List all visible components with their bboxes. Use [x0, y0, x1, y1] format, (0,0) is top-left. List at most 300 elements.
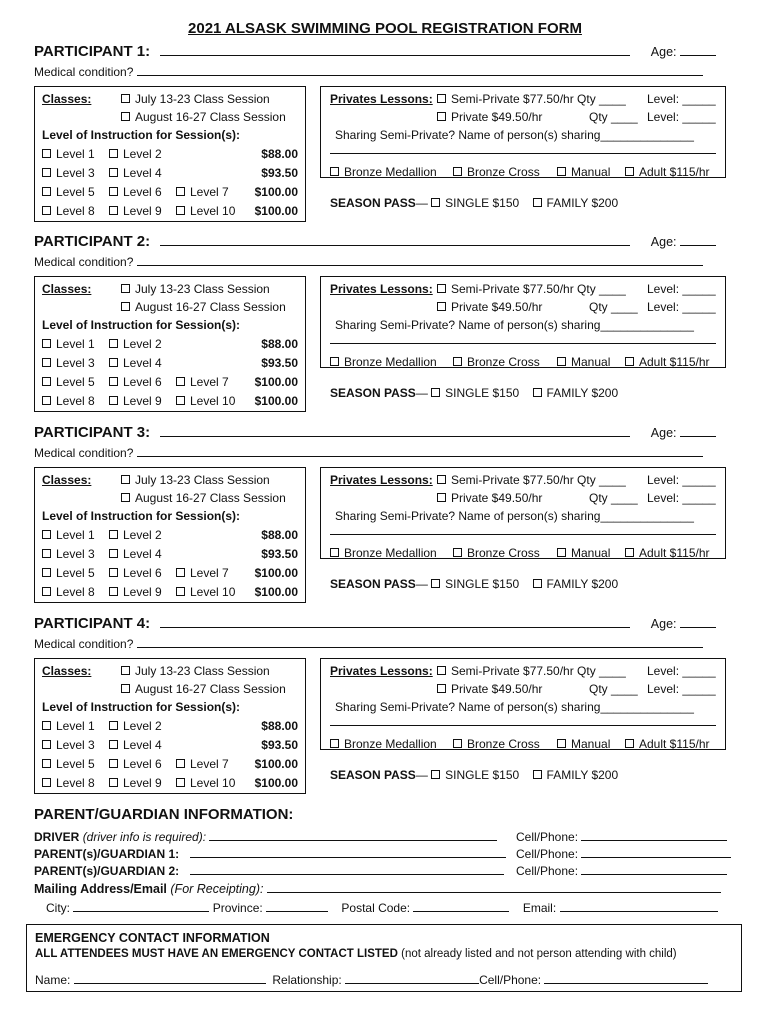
sharing-label: Sharing Semi-Private? Name of person(s) sharing______________: [335, 318, 694, 332]
medical-label: Medical condition?: [34, 255, 134, 269]
age-field[interactable]: [680, 616, 716, 628]
price-3-4: $93.50: [261, 738, 298, 752]
manual-checkbox[interactable]: [557, 548, 566, 557]
level3-label: Level 3: [56, 547, 95, 561]
private-checkbox[interactable]: [437, 112, 446, 121]
classes-box: [34, 276, 306, 412]
semi-private-checkbox[interactable]: [437, 284, 446, 293]
age-field[interactable]: [680, 425, 716, 437]
postal-field[interactable]: [413, 901, 509, 912]
single-pass-checkbox[interactable]: [431, 198, 440, 207]
level9-label: Level 9: [123, 585, 162, 599]
level6-label: Level 6: [123, 566, 162, 580]
family-pass-checkbox[interactable]: [533, 198, 542, 207]
participant-section-4: [34, 614, 730, 804]
age-label: Age:: [650, 426, 677, 440]
manual-label: Manual: [571, 355, 611, 369]
level5-label: Level 5: [56, 757, 95, 771]
bronze-cross-label: Bronze Cross: [467, 546, 540, 560]
level4-checkbox[interactable]: [109, 168, 118, 177]
season-pass-dash: —: [415, 196, 428, 210]
level4-label: Level 4: [123, 738, 162, 752]
manual-checkbox[interactable]: [557, 167, 566, 176]
bronze-cross-label: Bronze Cross: [467, 737, 540, 751]
session2-label: August 16-27 Class Session: [135, 110, 286, 124]
session1-label: July 13-23 Class Session: [135, 473, 270, 487]
semi-private-level: Level: _____: [647, 473, 716, 487]
participant-name-field[interactable]: [160, 423, 630, 437]
private-label: Private $49.50/hr: [451, 491, 543, 505]
level8-label: Level 8: [56, 776, 95, 790]
emergency-cell-field[interactable]: [544, 973, 708, 984]
level4-label: Level 4: [123, 356, 162, 370]
semi-private-label: Semi-Private $77.50/hr Qty ____: [451, 473, 626, 487]
family-pass-label: FAMILY $200: [546, 386, 619, 400]
private-level: Level: _____: [647, 491, 716, 505]
level3-checkbox[interactable]: [42, 168, 51, 177]
bronze-medallion-checkbox[interactable]: [330, 739, 339, 748]
manual-label: Manual: [571, 165, 611, 179]
city-label: City:: [46, 901, 70, 915]
province-label: Province:: [212, 901, 263, 915]
driver-cell-field[interactable]: [581, 830, 727, 841]
level10-label: Level 10: [190, 394, 236, 408]
level8-checkbox[interactable]: [42, 778, 51, 787]
manual-checkbox[interactable]: [557, 357, 566, 366]
level6-checkbox[interactable]: [109, 187, 118, 196]
emergency-relationship-label: Relationship:: [272, 973, 342, 987]
level6-label: Level 6: [123, 757, 162, 771]
age-field[interactable]: [680, 44, 716, 56]
email-label: Email:: [522, 901, 557, 915]
adult-checkbox[interactable]: [625, 167, 634, 176]
level3-checkbox[interactable]: [42, 740, 51, 749]
price-3-4: $93.50: [261, 547, 298, 561]
driver-label: DRIVER: [34, 830, 80, 844]
level4-checkbox[interactable]: [109, 358, 118, 367]
participant-section-1: [34, 42, 730, 232]
participant-label: PARTICIPANT 3:: [34, 424, 151, 441]
adult-checkbox[interactable]: [625, 357, 634, 366]
level5-checkbox[interactable]: [42, 377, 51, 386]
level8-label: Level 8: [56, 394, 95, 408]
parent1-label: PARENT(s)/GUARDIAN 1:: [34, 847, 180, 861]
classes-label: Classes:: [42, 664, 92, 678]
mailing-field[interactable]: [267, 882, 721, 893]
level4-label: Level 4: [123, 166, 162, 180]
private-lessons-box: [320, 467, 726, 559]
level2-label: Level 2: [123, 147, 162, 161]
price-8-10: $100.00: [254, 394, 298, 408]
level8-checkbox[interactable]: [42, 587, 51, 596]
single-pass-label: SINGLE $150: [445, 196, 520, 210]
sharing-label: Sharing Semi-Private? Name of person(s) sharing______________: [335, 509, 694, 523]
family-pass-label: FAMILY $200: [546, 577, 619, 591]
participant-name-field[interactable]: [160, 42, 630, 56]
level6-label: Level 6: [123, 375, 162, 389]
privates-label: Privates Lessons:: [330, 473, 433, 487]
price-8-10: $100.00: [254, 585, 298, 599]
bronze-cross-checkbox[interactable]: [453, 167, 462, 176]
level1-checkbox[interactable]: [42, 530, 51, 539]
level8-checkbox[interactable]: [42, 206, 51, 215]
manual-label: Manual: [571, 546, 611, 560]
session1-label: July 13-23 Class Session: [135, 664, 270, 678]
level9-label: Level 9: [123, 204, 162, 218]
semi-private-checkbox[interactable]: [437, 666, 446, 675]
single-pass-checkbox[interactable]: [431, 770, 440, 779]
level1-label: Level 1: [56, 719, 95, 733]
level2-checkbox[interactable]: [109, 530, 118, 539]
price-1-2: $88.00: [261, 719, 298, 733]
private-level: Level: _____: [647, 682, 716, 696]
season-pass-row: [330, 196, 618, 210]
age-field[interactable]: [680, 234, 716, 246]
privates-label: Privates Lessons:: [330, 664, 433, 678]
emergency-contact-box: [26, 924, 742, 992]
session2-label: August 16-27 Class Session: [135, 491, 286, 505]
private-lessons-box: [320, 86, 726, 178]
level9-checkbox[interactable]: [109, 396, 118, 405]
private-label: Private $49.50/hr: [451, 110, 543, 124]
semi-private-level: Level: _____: [647, 92, 716, 106]
driver-field[interactable]: [209, 830, 497, 841]
price-1-2: $88.00: [261, 147, 298, 161]
classes-box: [34, 467, 306, 603]
level5-checkbox[interactable]: [42, 759, 51, 768]
parent2-cell-label: Cell/Phone:: [516, 864, 579, 878]
season-pass-dash: —: [415, 386, 428, 400]
sharing-names-field[interactable]: [330, 343, 716, 344]
family-pass-label: FAMILY $200: [546, 196, 619, 210]
bronze-medallion-label: Bronze Medallion: [344, 737, 437, 751]
age-label: Age:: [650, 235, 677, 249]
emergency-name-label: Name:: [35, 973, 71, 987]
sharing-label: Sharing Semi-Private? Name of person(s) sharing______________: [335, 128, 694, 142]
family-pass-checkbox[interactable]: [533, 770, 542, 779]
parent2-label: PARENT(s)/GUARDIAN 2:: [34, 864, 180, 878]
season-pass-dash: —: [415, 768, 428, 782]
semi-private-checkbox[interactable]: [437, 475, 446, 484]
session1-label: July 13-23 Class Session: [135, 92, 270, 106]
private-qty: Qty ____: [589, 491, 638, 505]
level10-label: Level 10: [190, 585, 236, 599]
medical-label: Medical condition?: [34, 637, 134, 651]
bronze-medallion-checkbox[interactable]: [330, 548, 339, 557]
medical-label: Medical condition?: [34, 65, 134, 79]
bronze-medallion-checkbox[interactable]: [330, 357, 339, 366]
manual-checkbox[interactable]: [557, 739, 566, 748]
level5-label: Level 5: [56, 375, 95, 389]
medical-label: Medical condition?: [34, 446, 134, 460]
province-field[interactable]: [266, 901, 328, 912]
medical-condition-row: [34, 254, 703, 269]
guardian-section: [34, 806, 734, 915]
emergency-rule: ALL ATTENDEES MUST HAVE AN EMERGENCY CONTACT LISTED: [35, 948, 398, 960]
single-pass-label: SINGLE $150: [445, 768, 520, 782]
level1-label: Level 1: [56, 337, 95, 351]
bronze-medallion-checkbox[interactable]: [330, 167, 339, 176]
level4-label: Level 4: [123, 547, 162, 561]
private-lessons-box: [320, 658, 726, 750]
level3-checkbox[interactable]: [42, 549, 51, 558]
single-pass-checkbox[interactable]: [431, 579, 440, 588]
level7-checkbox[interactable]: [176, 377, 185, 386]
level1-label: Level 1: [56, 147, 95, 161]
level6-checkbox[interactable]: [109, 759, 118, 768]
private-qty: Qty ____: [589, 300, 638, 314]
session1-label: July 13-23 Class Session: [135, 282, 270, 296]
level1-checkbox[interactable]: [42, 149, 51, 158]
semi-private-level: Level: _____: [647, 282, 716, 296]
private-label: Private $49.50/hr: [451, 682, 543, 696]
age-group: [651, 425, 716, 440]
sharing-names-field[interactable]: [330, 725, 716, 726]
season-pass-row: [330, 768, 618, 782]
level9-checkbox[interactable]: [109, 778, 118, 787]
price-1-2: $88.00: [261, 528, 298, 542]
age-group: [651, 234, 716, 249]
level7-checkbox[interactable]: [176, 568, 185, 577]
adult-checkbox[interactable]: [625, 548, 634, 557]
level2-checkbox[interactable]: [109, 339, 118, 348]
semi-private-label: Semi-Private $77.50/hr Qty ____: [451, 282, 626, 296]
level10-checkbox[interactable]: [176, 396, 185, 405]
session1-checkbox[interactable]: [121, 94, 130, 103]
single-pass-label: SINGLE $150: [445, 577, 520, 591]
level6-checkbox[interactable]: [109, 377, 118, 386]
level9-checkbox[interactable]: [109, 206, 118, 215]
level7-label: Level 7: [190, 566, 229, 580]
medical-field[interactable]: [137, 445, 703, 457]
adult-label: Adult $115/hr: [639, 355, 710, 369]
semi-private-label: Semi-Private $77.50/hr Qty ____: [451, 92, 626, 106]
level1-checkbox[interactable]: [42, 721, 51, 730]
level7-checkbox[interactable]: [176, 187, 185, 196]
level10-checkbox[interactable]: [176, 206, 185, 215]
season-pass-row: [330, 386, 618, 400]
classes-box: [34, 86, 306, 222]
medical-condition-row: [34, 445, 703, 460]
private-checkbox[interactable]: [437, 493, 446, 502]
season-pass-label: SEASON PASS: [330, 196, 416, 210]
adult-label: Adult $115/hr: [639, 737, 710, 751]
emergency-name-field[interactable]: [74, 973, 266, 984]
private-qty: Qty ____: [589, 110, 638, 124]
level1-checkbox[interactable]: [42, 339, 51, 348]
session1-checkbox[interactable]: [121, 475, 130, 484]
level5-checkbox[interactable]: [42, 187, 51, 196]
price-1-2: $88.00: [261, 337, 298, 351]
form-title: 2021 ALSASK SWIMMING POOL REGISTRATION FORM: [188, 20, 582, 37]
level7-label: Level 7: [190, 185, 229, 199]
session2-checkbox[interactable]: [121, 302, 130, 311]
season-pass-row: [330, 577, 618, 591]
session1-checkbox[interactable]: [121, 284, 130, 293]
level3-checkbox[interactable]: [42, 358, 51, 367]
semi-private-label: Semi-Private $77.50/hr Qty ____: [451, 664, 626, 678]
bronze-cross-checkbox[interactable]: [453, 548, 462, 557]
level4-checkbox[interactable]: [109, 549, 118, 558]
semi-private-level: Level: _____: [647, 664, 716, 678]
level2-label: Level 2: [123, 528, 162, 542]
level5-label: Level 5: [56, 185, 95, 199]
emergency-cell-label: Cell/Phone:: [479, 973, 542, 987]
level7-checkbox[interactable]: [176, 759, 185, 768]
family-pass-label: FAMILY $200: [546, 768, 619, 782]
level10-checkbox[interactable]: [176, 587, 185, 596]
level8-checkbox[interactable]: [42, 396, 51, 405]
level2-label: Level 2: [123, 337, 162, 351]
private-checkbox[interactable]: [437, 684, 446, 693]
price-5-7: $100.00: [254, 757, 298, 771]
single-pass-checkbox[interactable]: [431, 388, 440, 397]
level9-label: Level 9: [123, 776, 162, 790]
session2-checkbox[interactable]: [121, 493, 130, 502]
adult-label: Adult $115/hr: [639, 546, 710, 560]
participant-label: PARTICIPANT 2:: [34, 233, 151, 250]
private-label: Private $49.50/hr: [451, 300, 543, 314]
level-heading: Level of Instruction for Session(s):: [42, 128, 241, 142]
price-8-10: $100.00: [254, 204, 298, 218]
price-5-7: $100.00: [254, 185, 298, 199]
level3-label: Level 3: [56, 356, 95, 370]
medical-field[interactable]: [137, 636, 703, 648]
level2-label: Level 2: [123, 719, 162, 733]
price-3-4: $93.50: [261, 356, 298, 370]
medical-condition-row: [34, 636, 703, 651]
parent2-cell-field[interactable]: [581, 864, 727, 875]
classes-box: [34, 658, 306, 794]
price-5-7: $100.00: [254, 375, 298, 389]
emergency-title: EMERGENCY CONTACT INFORMATION: [35, 931, 270, 945]
level6-checkbox[interactable]: [109, 568, 118, 577]
bronze-cross-checkbox[interactable]: [453, 357, 462, 366]
privates-label: Privates Lessons:: [330, 92, 433, 106]
level5-checkbox[interactable]: [42, 568, 51, 577]
participant-label: PARTICIPANT 1:: [34, 43, 151, 60]
age-group: [651, 616, 716, 631]
adult-label: Adult $115/hr: [639, 165, 710, 179]
privates-label: Privates Lessons:: [330, 282, 433, 296]
bronze-cross-label: Bronze Cross: [467, 165, 540, 179]
level5-label: Level 5: [56, 566, 95, 580]
mailing-note: (For Receipting):: [170, 882, 264, 896]
level-heading: Level of Instruction for Session(s):: [42, 318, 241, 332]
session2-checkbox[interactable]: [121, 112, 130, 121]
level3-label: Level 3: [56, 738, 95, 752]
participant-section-3: [34, 423, 730, 613]
level8-label: Level 8: [56, 204, 95, 218]
season-pass-label: SEASON PASS: [330, 577, 416, 591]
private-lessons-box: [320, 276, 726, 368]
single-pass-label: SINGLE $150: [445, 386, 520, 400]
bronze-medallion-label: Bronze Medallion: [344, 355, 437, 369]
season-pass-dash: —: [415, 577, 428, 591]
participant-name-field[interactable]: [160, 614, 630, 628]
parent1-cell-field[interactable]: [581, 847, 731, 858]
parent1-cell-label: Cell/Phone:: [516, 847, 579, 861]
sharing-names-field[interactable]: [330, 153, 716, 154]
season-pass-label: SEASON PASS: [330, 386, 416, 400]
level8-label: Level 8: [56, 585, 95, 599]
private-level: Level: _____: [647, 300, 716, 314]
age-label: Age:: [650, 45, 677, 59]
family-pass-checkbox[interactable]: [533, 579, 542, 588]
level1-label: Level 1: [56, 528, 95, 542]
private-level: Level: _____: [647, 110, 716, 124]
classes-label: Classes:: [42, 92, 92, 106]
city-field[interactable]: [73, 901, 209, 912]
session1-checkbox[interactable]: [121, 666, 130, 675]
medical-condition-row: [34, 64, 703, 79]
age-group: [651, 44, 716, 59]
sharing-names-field[interactable]: [330, 534, 716, 535]
price-3-4: $93.50: [261, 166, 298, 180]
manual-label: Manual: [571, 737, 611, 751]
parent2-field[interactable]: [190, 864, 504, 875]
session2-label: August 16-27 Class Session: [135, 682, 286, 696]
level2-checkbox[interactable]: [109, 149, 118, 158]
price-8-10: $100.00: [254, 776, 298, 790]
price-5-7: $100.00: [254, 566, 298, 580]
postal-label: Postal Code:: [341, 901, 411, 915]
age-label: Age:: [650, 617, 677, 631]
level9-label: Level 9: [123, 394, 162, 408]
classes-label: Classes:: [42, 473, 92, 487]
sharing-label: Sharing Semi-Private? Name of person(s) sharing______________: [335, 700, 694, 714]
driver-note: (driver info is required):: [82, 830, 207, 844]
emergency-rule-note: (not already listed and not person attending with child): [401, 948, 677, 960]
bronze-cross-checkbox[interactable]: [453, 739, 462, 748]
level7-label: Level 7: [190, 375, 229, 389]
bronze-medallion-label: Bronze Medallion: [344, 546, 437, 560]
participant-section-2: [34, 232, 730, 422]
medical-field[interactable]: [137, 254, 703, 266]
private-checkbox[interactable]: [437, 302, 446, 311]
semi-private-checkbox[interactable]: [437, 94, 446, 103]
participant-label: PARTICIPANT 4:: [34, 615, 151, 632]
session2-checkbox[interactable]: [121, 684, 130, 693]
bronze-cross-label: Bronze Cross: [467, 355, 540, 369]
emergency-relationship-field[interactable]: [345, 973, 479, 984]
session2-label: August 16-27 Class Session: [135, 300, 286, 314]
level6-label: Level 6: [123, 185, 162, 199]
level10-label: Level 10: [190, 776, 236, 790]
medical-field[interactable]: [137, 64, 703, 76]
classes-label: Classes:: [42, 282, 92, 296]
parent1-field[interactable]: [190, 847, 506, 858]
email-field[interactable]: [560, 901, 718, 912]
level4-checkbox[interactable]: [109, 740, 118, 749]
participant-name-field[interactable]: [160, 232, 630, 246]
level-heading: Level of Instruction for Session(s):: [42, 700, 241, 714]
adult-checkbox[interactable]: [625, 739, 634, 748]
driver-cell-label: Cell/Phone:: [516, 830, 579, 844]
bronze-medallion-label: Bronze Medallion: [344, 165, 437, 179]
level3-label: Level 3: [56, 166, 95, 180]
level10-label: Level 10: [190, 204, 236, 218]
guardian-title: PARENT/GUARDIAN INFORMATION:: [34, 806, 294, 823]
level9-checkbox[interactable]: [109, 587, 118, 596]
mailing-label: Mailing Address/Email: [34, 882, 167, 896]
level7-label: Level 7: [190, 757, 229, 771]
family-pass-checkbox[interactable]: [533, 388, 542, 397]
level2-checkbox[interactable]: [109, 721, 118, 730]
season-pass-label: SEASON PASS: [330, 768, 416, 782]
level-heading: Level of Instruction for Session(s):: [42, 509, 241, 523]
level10-checkbox[interactable]: [176, 778, 185, 787]
